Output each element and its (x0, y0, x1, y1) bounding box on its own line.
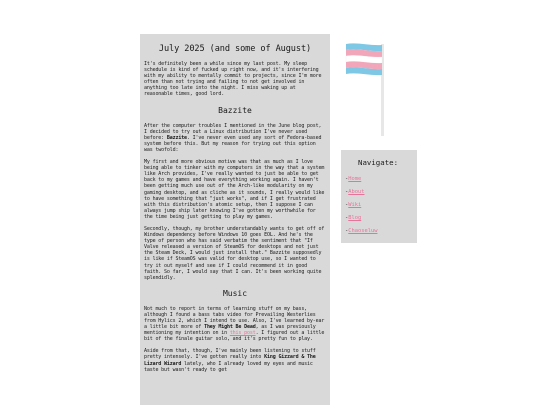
nav-link-home[interactable]: Home (348, 176, 362, 182)
bazzite-paragraph-2: My first and more obvious motive was that as much as I love being able to tinker with my computers in the way that a system like Arch provides, I've really wanted to just be able to get back to my games and have everything working again. I haven't been getting much use out of the Arch-like modularity on my gaming desktop, and as cliche as it sounds, I really would like to have something that "just works", and if I get frustrated with this distribution's atomic setup, then I suppose I can always jump ship later knowing I've gotten my worthwhile for the time being just getting to play my games. (144, 159, 325, 220)
bazzite-paragraph-1 (144, 123, 326, 153)
music-paragraph-2 (144, 348, 326, 372)
music-paragraph-1 (144, 306, 326, 343)
nav-item-home[interactable] (345, 173, 417, 186)
navigation-panel (341, 150, 417, 243)
text-span: Aside from that, though, I've mainly been listening to stuff pretty intensely. I've gotten really into (144, 348, 316, 361)
blog-post (140, 34, 330, 405)
nav-link-chaoseluw[interactable]: Chaoseluw (348, 227, 378, 234)
post-title: July 2025 (and some of August) (158, 44, 312, 54)
text-span: . I figured out a little bit of the finale guitar solo, and it's pretty fun to play. (144, 330, 325, 343)
text-span: Not much to report in terms of learning stuff on my bass, although I found a bass tabs video for Prevailing Westerlies from Hylics 2, which I intend to use. Also, I've learned by-ear a little bit more of (144, 305, 325, 331)
nav-dash: - (345, 201, 349, 208)
nav-dash: - (345, 214, 349, 221)
nav-item-about[interactable] (345, 186, 417, 199)
nav-item-chaoseluw[interactable] (345, 225, 417, 238)
flag-icon (344, 40, 390, 140)
nav-item-wiki[interactable] (345, 199, 417, 212)
nav-dash: - (345, 227, 349, 234)
text-span: . I've never even used any sort of Fedora-based system before this. But my reason for trying out this option was twofold: (144, 134, 322, 153)
nav-dash: - (345, 188, 349, 195)
post-intro: It's definitely been a while since my last post. My sleep schedule is kind of fucked up right now, and it's interfering with my ability to mentally commit to projects, since I'm more often than not trying and failing to not get involved in anything too late into the night. I miss waking up at reasonable times, good lord. (144, 61, 322, 98)
text-span: , as I was previously mentioning my intention on in (144, 324, 316, 337)
nav-link-about[interactable]: About (348, 188, 365, 195)
section-heading-music: Music (222, 288, 248, 298)
nav-link-wiki[interactable]: Wiki (348, 201, 362, 208)
bazzite-paragraph-3: Secondly, though, my brother understandably wants to get off of Windows dependency before Windows 10 goes EOL. And he's the type of person who has said verbatim the sentiment that "If Valve released a version of SteamOS for desktops and not just the Steam Deck, I would just install that." Bazzite supposedly is like if SteamOS was valid for desktop use, so I wanted to try it out myself and see if I could recommend it in good faith. So far, I would say that I can. It's been working quite splendidly. (144, 225, 325, 281)
bold-band-name: King Gizzard & The Lizard Wizard (144, 354, 316, 367)
this-post-link[interactable]: this post (229, 330, 256, 337)
nav-dash: - (345, 176, 349, 182)
text-span: After the computer troubles I mentioned in the June blog post, I decided to try out a Linux distribution I've never used before: (144, 122, 322, 141)
nav-title: Navigate: (358, 158, 399, 167)
nav-link-blog[interactable]: Blog (348, 214, 362, 221)
nav-list (345, 173, 417, 238)
trans-flag-image (344, 40, 390, 140)
nav-item-blog[interactable] (345, 212, 417, 225)
section-heading-bazzite: Bazzite (218, 105, 252, 115)
bold-song-title: They Might Be Dead (204, 324, 256, 331)
text-span: lately, who I already loved my eyes and music taste but wasn't ready to get (144, 360, 313, 373)
bold-bazzite: Bazzite (166, 134, 187, 141)
